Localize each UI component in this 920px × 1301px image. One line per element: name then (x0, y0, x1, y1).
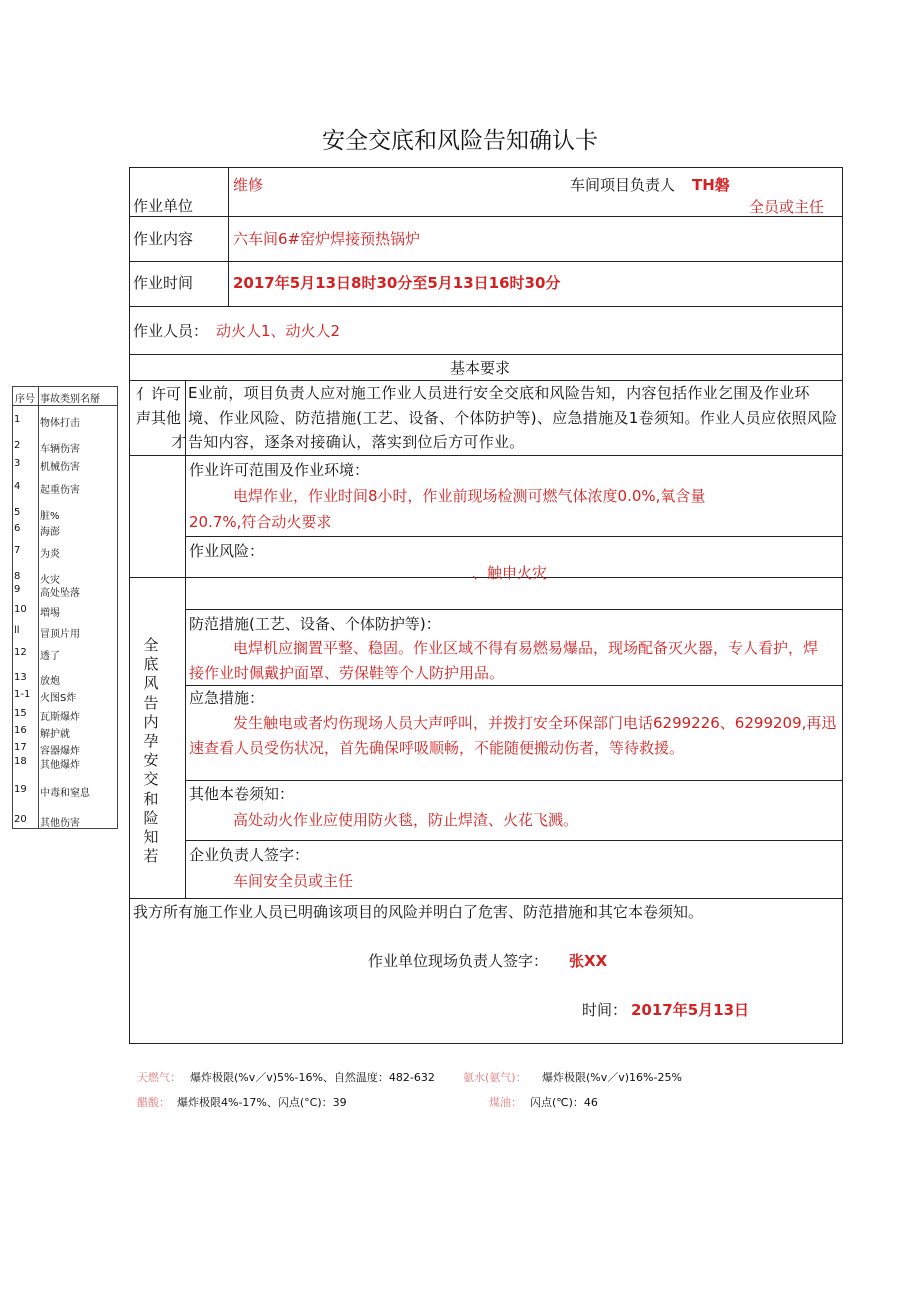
ammonia-text: 爆炸极限(%v／v)16%-25% (542, 1071, 682, 1084)
confirm-sign-label: 作业单位现场负责人签字： (368, 952, 549, 970)
ammonia-label: 氨水(氨气)： (463, 1071, 527, 1084)
side-table-row-name: 冒顶片用 (40, 629, 80, 640)
manager-value: TH磐 (692, 176, 730, 194)
side-table-row-name: 机械伤害 (40, 462, 80, 473)
side-table-row-name: 容器爆炸 (40, 746, 80, 757)
other-text: 高处动火作业应使用防火毯，防止焊渣、火花飞溅。 (233, 811, 579, 829)
side-table-header-name: 事故类别名掰 (40, 394, 100, 405)
scope-title: 作业许可范围及作业环境： (189, 461, 370, 479)
time-label: 作业时间 (133, 274, 194, 292)
side-table-row-name: 起重伤害 (40, 485, 80, 496)
side-table-row-name: 其他爆炸 (40, 760, 80, 771)
kerosene-text: 闪点(℃)：46 (530, 1096, 598, 1109)
basic-requirements-heading: 基本要求 (449, 359, 510, 377)
emergency-title: 应急措施： (189, 689, 265, 707)
side-table-row-num: 1-1 (14, 689, 31, 700)
side-table-row-num: ll (14, 625, 20, 636)
manager-note: 全员或主任 (749, 198, 825, 216)
side-table-row-num: 12 (14, 647, 27, 658)
side-table-row-name: 放炮 (40, 676, 60, 687)
row-divider (185, 536, 843, 537)
acetic-text: 爆炸极限4%-17%、闪点(°C)：39 (177, 1096, 347, 1109)
side-table-row-name: 透了 (40, 651, 60, 662)
side-table-row-name: 火图S炸 (40, 693, 77, 704)
risk-text: 、触申火灾 (472, 564, 548, 582)
content-value: 六车间6#窑炉焊接预热锅炉 (233, 230, 421, 248)
page-title: 安全交底和风险告知确认卡 (322, 128, 598, 154)
side-table-row-name: 火灾 (40, 575, 60, 586)
row-divider (129, 216, 843, 217)
side-table-row-num: 2 (14, 440, 21, 451)
side-table-row-num: 16 (14, 725, 27, 736)
sign-title: 企业负责人签字： (189, 846, 310, 864)
risk-title: 作业风险： (189, 542, 265, 560)
side-table-row-num: 6 (14, 523, 21, 534)
gas-text: 爆炸极限(%v／v)5%-16%、自然温度：482-632 (190, 1071, 435, 1084)
side-table-row-num: 3 (14, 458, 21, 469)
side-table-row-num: 8 (14, 571, 21, 582)
vertical-section-label: 全底风告内孕安交和险知若 (143, 636, 159, 866)
basic-left-label-3: 才 (171, 433, 187, 451)
row-divider (185, 609, 843, 610)
side-table-row-num: 20 (14, 814, 27, 825)
side-table-row-name: 车辆伤害 (40, 444, 80, 455)
basic-left-label-1: 亻许可 (136, 385, 182, 403)
row-divider (185, 840, 843, 841)
side-table-column-divider (38, 387, 39, 828)
row-divider (129, 455, 843, 456)
row-divider (129, 354, 843, 355)
side-table-row-name: 海澎 (40, 527, 60, 538)
side-table-row-num: 9 (14, 584, 21, 595)
personnel-label: 作业人员： (133, 322, 209, 340)
row-divider (129, 898, 843, 899)
confirm-time-value: 2017年5月13日 (631, 1001, 750, 1019)
side-table-row-num: 5 (14, 507, 21, 518)
side-table-row-num: 15 (14, 708, 27, 719)
row-divider (129, 261, 843, 262)
measures-text: 电焊机应搁置平整、稳固。作业区域不得有易燃易爆品，现场配备灭火器，专人看护，焊接作业时佩戴护面罩、劳保鞋等个人防护用品。 (189, 639, 819, 682)
side-table-row-name: 解护就 (40, 729, 70, 740)
side-table-row-name: 其他伤害 (40, 818, 80, 829)
basic-left-label-2: 声其他 (136, 409, 182, 427)
kerosene-label: 煤油： (489, 1096, 522, 1109)
time-value: 2017年5月13日8时30分至5月13日16时30分 (233, 274, 561, 292)
side-table-row-name: 物体打击 (40, 418, 80, 429)
side-table-row-num: 18 (14, 756, 27, 767)
side-table-row-name: 中毒和窒息 (40, 788, 90, 799)
side-table-row-name: 为炎 (40, 549, 60, 560)
content-label: 作业内容 (133, 230, 194, 248)
side-table-row-num: 19 (14, 784, 27, 795)
gas-label: 天燃气： (137, 1071, 181, 1084)
other-title: 其他本卷须知： (189, 785, 295, 803)
side-table-row-name: 瓦斯爆炸 (40, 712, 80, 723)
emergency-text: 发生触电或者灼伤现场人员大声呼叫，并拨打安全环保部门电话6299226、6299209,再迅速查看人员受伤状况，首先确保呼吸顺畅，不能随便搬动伤者，等待救援。 (189, 714, 837, 757)
row-divider (129, 306, 843, 307)
unit-value: 维修 (233, 176, 264, 194)
side-table-row-num: 1 (14, 414, 21, 425)
personnel-value: 动火人1、动火人2 (216, 322, 341, 340)
confirm-sign-value: 张XX (569, 952, 608, 970)
unit-label: 作业单位 (133, 197, 194, 215)
measures-title: 防范措施(工艺、设备、个体防护等)： (189, 615, 441, 633)
side-table-row-num: 10 (14, 604, 27, 615)
side-table-row-num: 4 (14, 481, 21, 492)
sign-value: 车间安全员或主任 (233, 872, 354, 890)
confirm-time-label: 时间： (582, 1001, 628, 1019)
basic-requirements-text: E业前，项目负责人应对施工作业人员进行安全交底和风险告知，内容包括作业乞围及作业环境、作业风险、防范措施(工艺、设备、个体防护等)、应急措施及1卷须知。作业人员应依照风险告知内容，逐条对接确认，落实到位后方可作业。 (188, 384, 838, 451)
side-table-header-num: 序号 (15, 394, 35, 405)
side-table-row-name: 増埸 (40, 608, 60, 619)
column-divider (228, 167, 229, 306)
acetic-label: 醋酸： (137, 1096, 170, 1109)
manager-label: 车间项目负责人 (570, 176, 676, 194)
scope-text-line1: 电焊作业，作业时间8小时，作业前现场检测可燃气体浓度0.0%,氧含量 (233, 487, 706, 505)
column-divider (185, 380, 186, 898)
confirm-text: 我方所有施工作业人员已明确该项目的风险并明白了危害、防范措施和其它本卷须知。 (133, 903, 704, 921)
side-table-row-name: 脏% (40, 511, 60, 522)
row-divider (185, 780, 843, 781)
scope-text-line2: 20.7%,符合动火要求 (189, 513, 332, 531)
side-table-row-num: 13 (14, 672, 27, 683)
side-table-row-num: 7 (14, 545, 21, 556)
side-table-row-num: 17 (14, 742, 27, 753)
side-table-row-name: 高处坠落 (40, 588, 80, 599)
